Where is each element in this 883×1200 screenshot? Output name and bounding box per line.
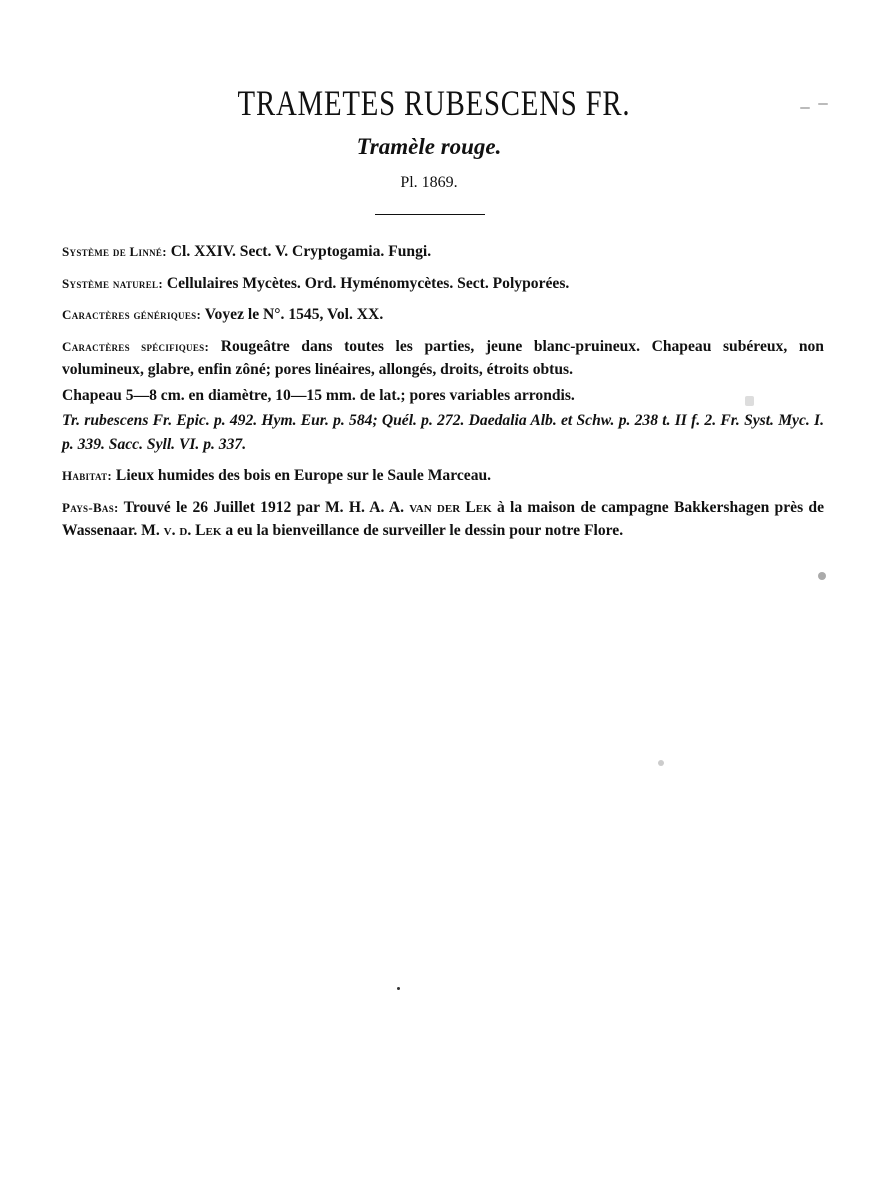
person-name: v. d. Lek xyxy=(163,522,222,539)
paragraph-references xyxy=(62,409,824,456)
plate-number: Pl. 1869. xyxy=(400,174,458,191)
paragraph-lead: Habitat: xyxy=(62,468,113,483)
paragraph-lead: Système naturel: xyxy=(62,275,163,291)
page-title: TRAMETES RUBESCENS FR. xyxy=(237,83,631,123)
page-subtitle: Tramèle rouge. xyxy=(356,134,502,159)
paragraph-text: Trouvé le 26 Juillet 1912 par M. H. A. A. xyxy=(118,498,410,516)
scan-speck xyxy=(658,760,664,766)
paragraph-chapeau xyxy=(62,384,824,408)
paragraph-text: Voyez le N°. 1545, Vol. XX. xyxy=(201,306,384,323)
scan-speck xyxy=(818,572,826,580)
paragraph-text: a eu la bienveillance de surveiller le dessin pour notre Flore. xyxy=(221,522,624,539)
paragraph-lead: Système de Linné: xyxy=(62,244,167,259)
paragraph-text: Chapeau 5—8 cm. en diamètre, 10—15 mm. de lat.; pores variables arrondis. xyxy=(62,386,575,404)
person-name: van der Lek xyxy=(409,498,492,516)
paragraph-text: Lieux humides des bois en Europe sur le Saule Marceau. xyxy=(112,467,492,484)
paragraph-text: Cellulaires Mycètes. Ord. Hyménomycètes. Sect. Polyporées. xyxy=(162,274,570,292)
paragraph-naturel xyxy=(62,272,824,296)
paragraph-lead: Pays-Bas: xyxy=(62,499,119,515)
scan-speck xyxy=(397,987,400,990)
paragraph-generiques xyxy=(62,303,824,327)
paragraph-lead: Caractères génériques: xyxy=(62,307,202,322)
paragraph-text: à la maison de campagne Bakkershagen près de Wassenaar. M. xyxy=(62,498,824,539)
description-body xyxy=(62,240,824,551)
paragraph-lead: Caractères spécifiques: xyxy=(62,338,210,354)
scan-speck xyxy=(800,107,810,109)
title-divider xyxy=(375,214,485,215)
paragraph-text: Rougeâtre dans toutes les parties, jeune blanc-pruineux. Chapeau subéreux, non volumineux, glabre, enfin zôné; pores linéaires, allongés, droits, étroits obtus. xyxy=(62,337,824,378)
paragraph-linne xyxy=(62,240,824,264)
scan-speck xyxy=(818,103,828,105)
paragraph-pays-bas xyxy=(62,496,824,543)
paragraph-specifiques xyxy=(62,335,824,382)
paragraph-habitat xyxy=(62,464,824,488)
paragraph-text: Cl. XXIV. Sect. V. Cryptogamia. Fungi. xyxy=(166,243,432,260)
scan-speck xyxy=(745,396,754,406)
paragraph-text: Tr. rubescens Fr. Epic. p. 492. Hym. Eur. p. 584; Quél. p. 272. Daedalia Alb. et Schw. p. 238 t. II f. 2. Fr. Syst. Myc. I. p. 339. Sacc. Syll. VI. p. 337. xyxy=(62,412,824,453)
